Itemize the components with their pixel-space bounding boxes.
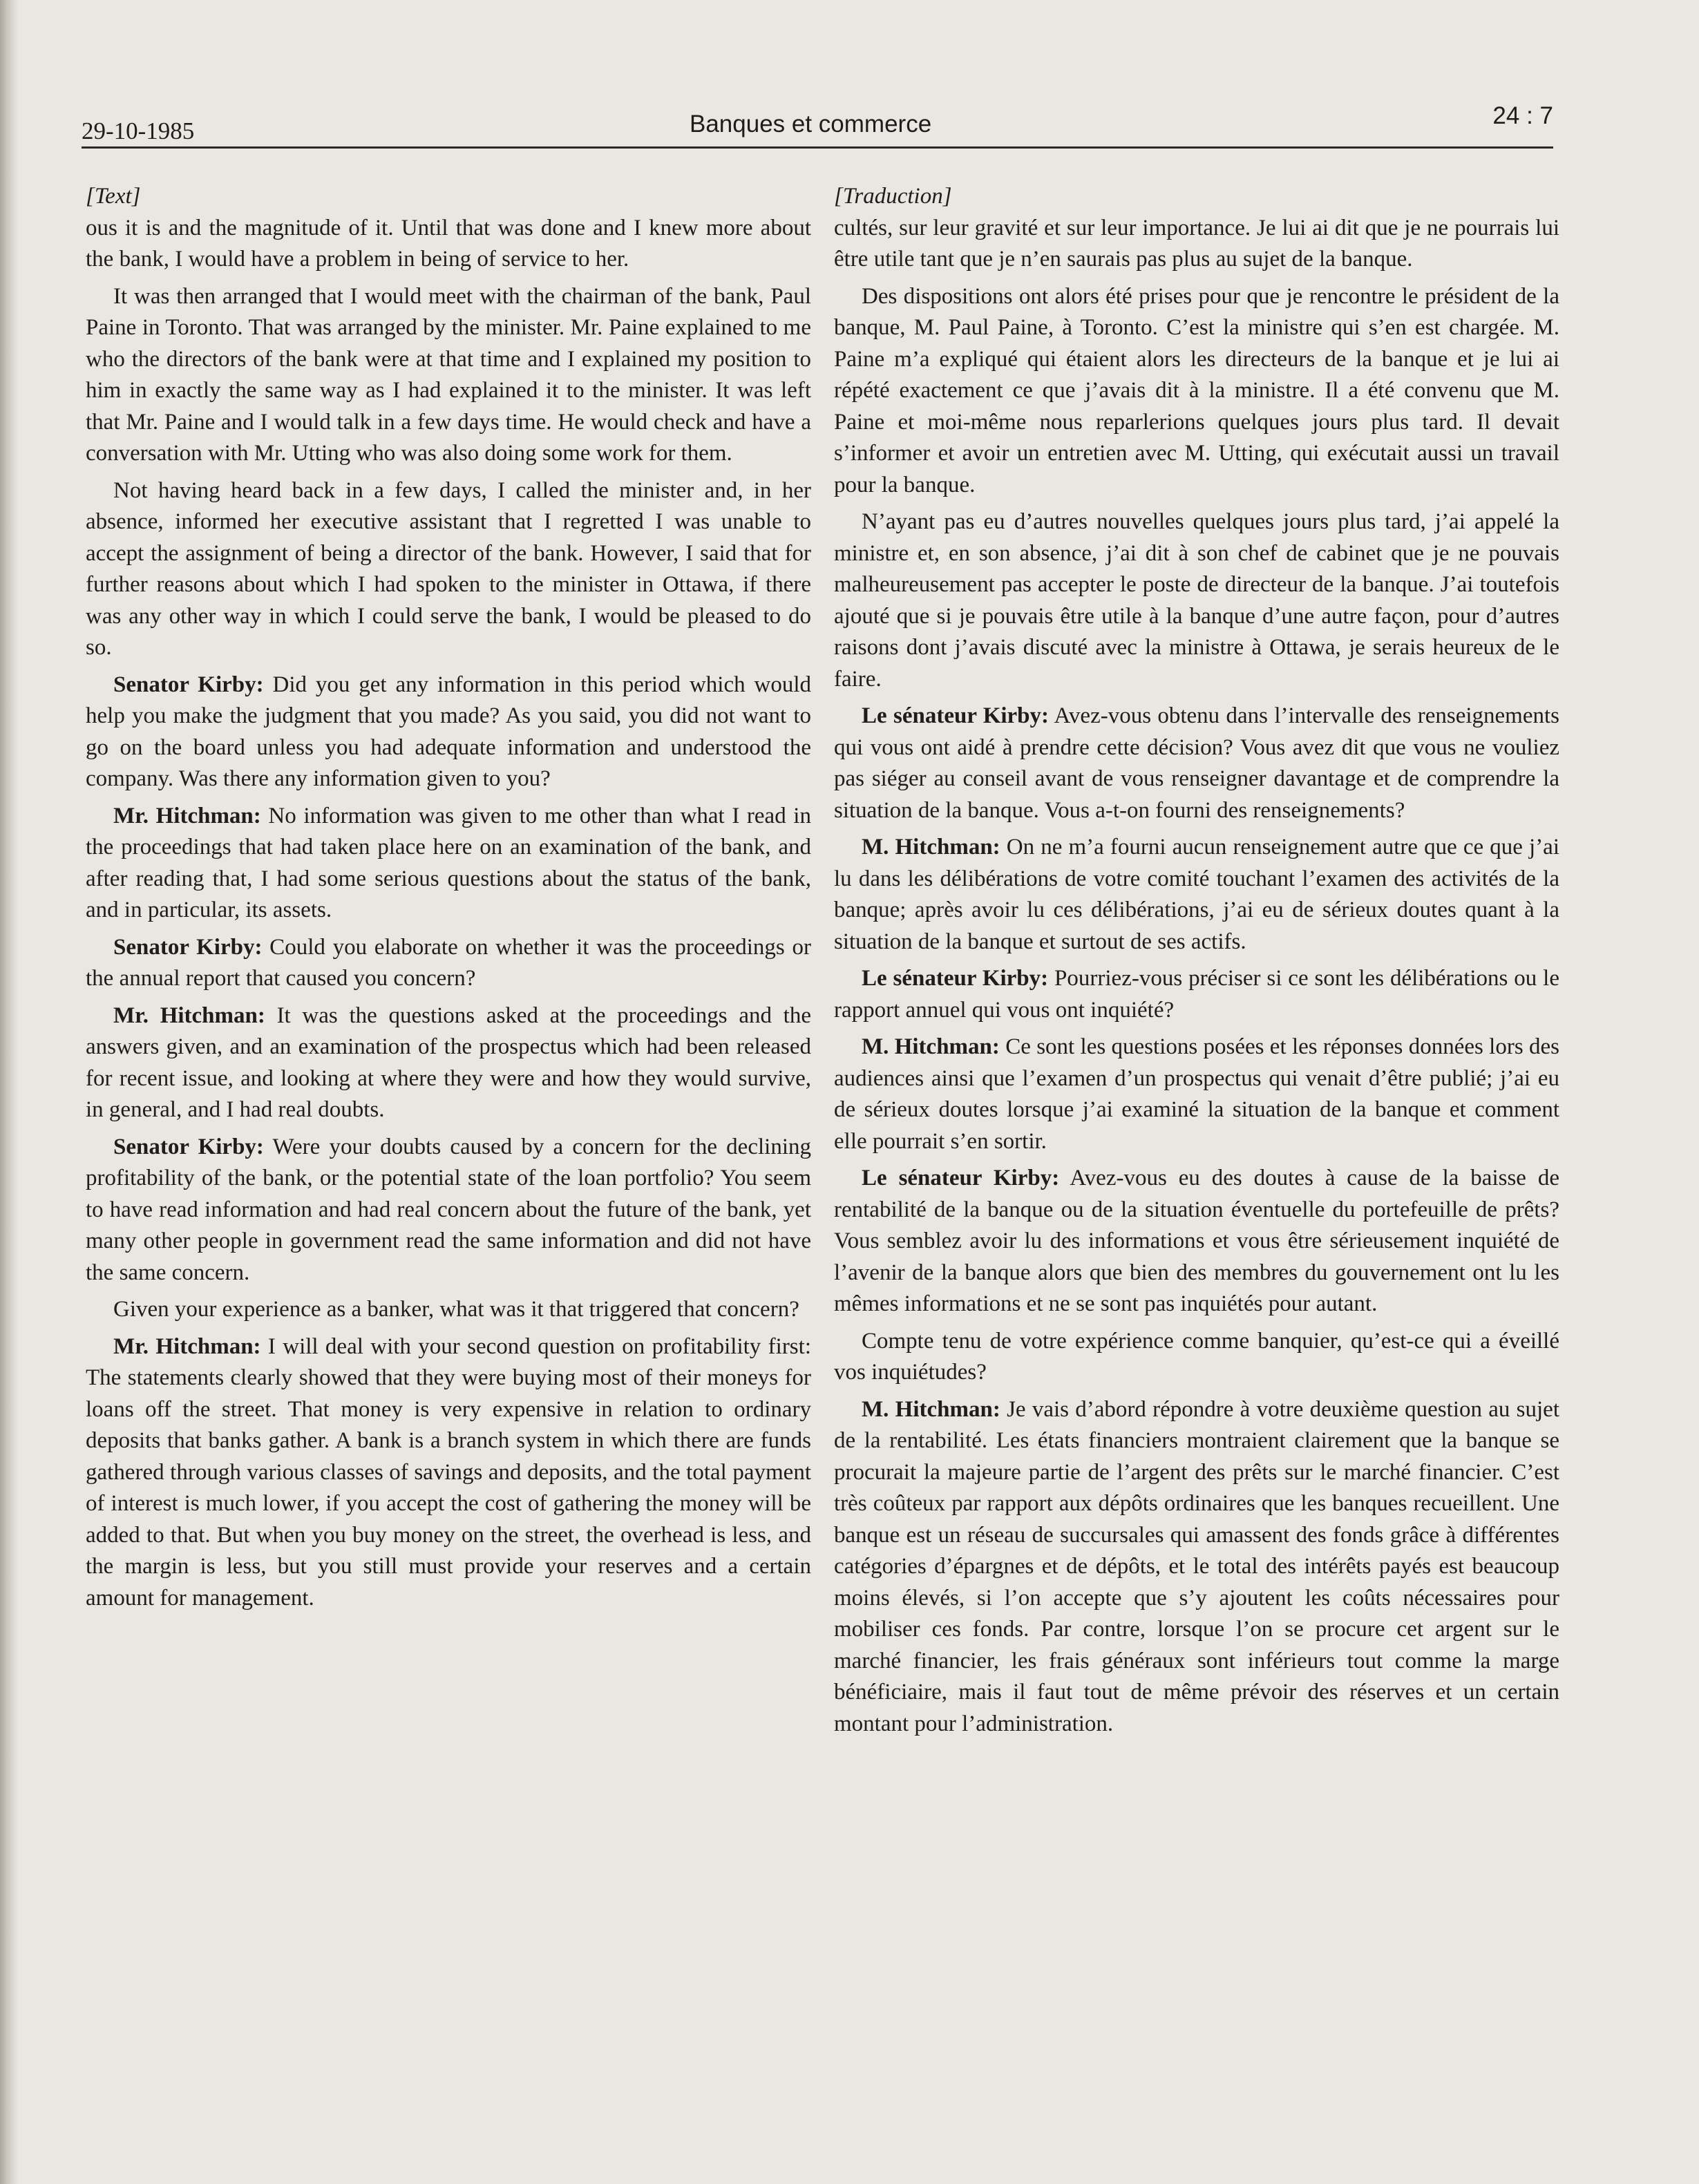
english-paragraph: Mr. Hitchman: It was the questions asked at the proceedings and the answers given, and an examination of the prospectus which had been released for recent issue, and looking at where they were and how they would survive, in general, and I had real doubts. (86, 1003, 811, 1122)
speaker-name: Mr. Hitchman: (113, 803, 261, 828)
speaker-name: Le sénateur Kirby: (862, 966, 1049, 991)
speaker-name: Le sénateur Kirby: (862, 703, 1050, 728)
english-paragraph: Senator Kirby: Did you get any information in this period which would help you make the judgment that you made? As you said, you did not want to go on the board unless you had adequate information and understood the company. Was there any information given to you? (86, 672, 811, 791)
english-paragraph: ous it is and the magnitude of it. Until that was done and I knew more about the bank, I would have a problem in being of service to her. (86, 215, 811, 272)
speaker-name: Senator Kirby: (113, 1134, 264, 1159)
french-paragraph: N’ayant pas eu d’autres nouvelles quelques jours plus tard, j’ai appelé la ministre et, en son absence, j’ai dit à son chef de cabinet que je ne pouvais malheureusement pas accepter le poste de directeur de la banque. J’ai toutefois ajouté que si je pouvais être utile à la banque d’une autre façon, pour d’autres raisons dont j’avais discuté avec la ministre à Ottawa, je serais heureux de le faire. (834, 509, 1559, 692)
french-paragraph: Compte tenu de votre expérience comme banquier, qu’est-ce qui a éveillé vos inquiétudes? (834, 1328, 1559, 1385)
english-paragraph: Senator Kirby: Could you elaborate on whether it was the proceedings or the annual report that caused you concern? (86, 934, 811, 991)
english-paragraph: Given your experience as a banker, what was it that triggered that concern? (113, 1297, 799, 1322)
page-binding-shadow (0, 0, 18, 2184)
french-paragraph: Le sénateur Kirby: Avez-vous obtenu dans l’intervalle des renseignements qui vous ont aidé à prendre cette décision? Vous avez dit que vous ne vouliez pas siéger au conseil avant de vous renseigner davantage et de comprendre la situation de la banque. Vous a-t-on fourni des renseignements? (834, 703, 1559, 823)
english-column-label: [Text] (86, 184, 141, 209)
french-paragraph: cultés, sur leur gravité et sur leur importance. Je lui ai dit que je ne pourrais lui être utile tant que je n’en saurais pas plus au sujet de la banque. (834, 215, 1559, 272)
french-paragraph: M. Hitchman: Ce sont les questions posées et les réponses données lors des audiences ainsi que l’examen d’un prospectus qui venait d’être publié; j’ai eu de sérieux doutes lorsque j’ai examiné la situation de la banque et comment elle pourrait s’en sortir. (834, 1034, 1559, 1154)
speaker-name: M. Hitchman: (862, 1396, 1000, 1422)
english-paragraph: Mr. Hitchman: No information was given to me other than what I read in the proceedings that had taken place here on an examination of the bank, and after reading that, I had some serious questions about the status of the bank, and in particular, its assets. (86, 803, 811, 922)
speaker-name: Senator Kirby: (113, 934, 263, 960)
french-paragraph: M. Hitchman: On ne m’a fourni aucun renseignement autre que ce que j’ai lu dans les délibérations de votre comité touchant l’examen des activités de la banque; après avoir lu ces délibérations, j’ai eu de sérieux doutes quant à la situation de la banque et surtout de ses actifs. (834, 835, 1559, 954)
french-paragraph: Le sénateur Kirby: Pourriez-vous préciser si ce sont les délibérations ou le rapport annuel qui vous ont inquiété? (834, 966, 1559, 1023)
header-date: 29-10-1985 (82, 117, 195, 144)
speaker-name: M. Hitchman: (862, 1034, 1000, 1059)
page-header (82, 104, 1553, 145)
header-title: Banques et commerce (690, 111, 932, 137)
english-paragraph: Not having heard back in a few days, I called the minister and, in her absence, informed her executive assistant that I regretted I was unable to accept the assignment of being a director of the bank. However, I said that for further reasons about which I had spoken to the minister in Ottawa, if there was any other way in which I could serve the bank, I would be pleased to do so. (86, 477, 811, 660)
french-column (834, 181, 1559, 1745)
header-rule (82, 146, 1553, 149)
header-page-number: 24 : 7 (1492, 102, 1553, 129)
french-paragraph: Des dispositions ont alors été prises pour que je rencontre le président de la banque, M. Paul Paine, à Toronto. C’est la ministre qui s’en est chargée. M. Paine m’a expliqué qui étaient alors les directeurs de la banque et je lui ai répété exactement ce que j’avais dit à la ministre. Il a été convenu que M. Paine et moi-même nous reparlerions quelques jours plus tard. Il devait s’informer et avoir un entretien avec M. Utting, qui exécutait aussi un travail pour la banque. (834, 283, 1559, 497)
speaker-name: Mr. Hitchman: (113, 1003, 265, 1028)
french-paragraph: M. Hitchman: Je vais d’abord répondre à votre deuxième question au sujet de la rentabilité. Les états financiers montraient clairement que la banque se procurait la majeure partie de l’argent des prêts sur le marché financier. C’est très coûteux par rapport aux dépôts ordinaires que les banques recueillent. Une banque est un réseau de succursales qui amassent des fonds grâce à différentes catégories d’épargnes et de dépôts, et le total des intérêts payés est beaucoup moins élevés, si l’on accepte que s’y ajoutent les coûts nécessaires pour mobiliser ces fonds. Par contre, lorsque l’on se procure cet argent sur le marché financier, les frais généraux sont inférieurs tout comme la marge bénéficiaire, mais il faut tout de même prévoir des réserves et un certain montant pour l’administration. (834, 1396, 1560, 1736)
speaker-name: Senator Kirby: (113, 672, 264, 697)
speaker-name: Mr. Hitchman: (113, 1333, 261, 1359)
english-paragraph: Mr. Hitchman: I will deal with your second question on profitability first: The statements clearly showed that they were buying most of their moneys for loans off the street. That money is very expensive in relation to ordinary deposits that banks gather. A bank is a branch system in which there are funds gathered through various classes of savings and deposits, and the total payment of interest is much lower, if you accept the cost of gathering the money will be added to that. But when you buy money on the street, the overhead is less, and the margin is less, but you still must provide your reserves and a certain amount for management. (86, 1333, 811, 1611)
french-column-label: [Traduction] (834, 184, 952, 209)
french-paragraph: Le sénateur Kirby: Avez-vous eu des doutes à cause de la baisse de rentabilité de la banque ou de la situation éventuelle du portefeuille de prêts? Vous semblez avoir lu des informations et vous être sérieusement inquiété de l’avenir de la banque alors que bien des membres du gouvernement ont lu les mêmes informations et ne se sont pas inquiétés pour autant. (834, 1166, 1559, 1316)
english-column (86, 181, 811, 1620)
speaker-name: Le sénateur Kirby: (862, 1166, 1060, 1190)
speaker-name: M. Hitchman: (862, 835, 1000, 860)
english-paragraph: It was then arranged that I would meet with the chairman of the bank, Paul Paine in Toronto. That was arranged by the minister. Mr. Paine explained to me who the directors of the bank were at that time and I explained my position to him in exactly the same way as I had explained it to the minister. It was left that Mr. Paine and I would talk in a few days time. He would check and have a conversation with Mr. Utting who was also doing some work for them. (86, 283, 811, 466)
english-paragraph: Senator Kirby: Were your doubts caused by a concern for the declining profitability of the bank, or the potential state of the loan portfolio? You seem to have read information and had real concern about the future of the bank, yet many other people in government read the same information and did not have the same concern. (86, 1134, 811, 1285)
